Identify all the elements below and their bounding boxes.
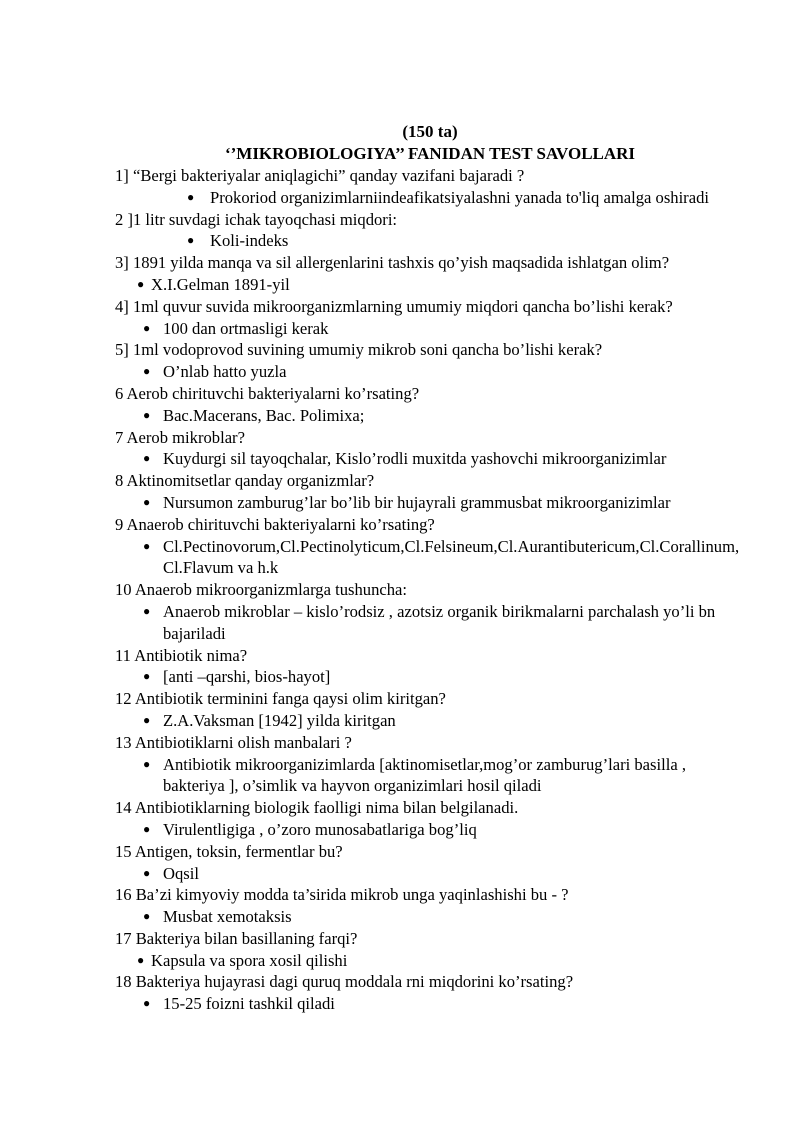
question-10: 10 Anaerob mikroorganizmlarga tushuncha: <box>115 580 408 600</box>
question-16: 16 Ba’zi kimyoviy modda ta’sirida mikrob unga yaqinlashishi bu - ? <box>115 885 569 905</box>
question-14: 14 Antibiotiklarning biologik faolligi nima bilan belgilanadi. <box>115 798 519 818</box>
answer-text: Musbat xemotaksis <box>163 907 292 927</box>
answer-text: Virulentligiga , o’zoro munosabatlariga bog’liq <box>163 819 477 839</box>
bullet-dot-icon: ● <box>143 756 151 771</box>
bullet-dot-icon: ● <box>143 538 151 553</box>
answer-4 <box>115 318 745 340</box>
bullet-dot-icon: ● <box>137 276 145 291</box>
question-list <box>115 165 745 1015</box>
page-title: ‘’MIKROBIOLOGIYA’’ FANIDAN TEST SAVOLLARI <box>224 144 636 163</box>
bullet-dot-icon: ● <box>143 712 151 727</box>
answer-12 <box>115 710 745 732</box>
bullet-dot-icon: ● <box>143 407 151 422</box>
bullet-dot-icon: ● <box>143 364 151 379</box>
bullet-dot-icon: ● <box>143 603 151 618</box>
answer-text: Koli-indeks <box>210 231 289 251</box>
bullet-dot-icon: ● <box>143 909 151 924</box>
answer-14 <box>115 819 745 841</box>
answer-text: [anti –qarshi, bios-hayot] <box>163 667 331 687</box>
answer-3 <box>115 274 745 296</box>
answer-17 <box>115 950 745 972</box>
question-4: 4] 1ml quvur suvida mikroorganizmlarning umumiy miqdori qancha bo’lishi kerak? <box>115 296 673 316</box>
answer-text: X.I.Gelman 1891-yil <box>151 274 290 294</box>
bullet-dot-icon: ● <box>143 996 151 1011</box>
question-17: 17 Bakteriya bilan basillaning farqi? <box>115 928 358 948</box>
answer-9 <box>115 536 745 580</box>
answer-6 <box>115 405 745 427</box>
question-3: 3] 1891 yilda manqa va sil allergenlarini tashxis qo’yish maqsadida ishlatgan olim? <box>115 253 670 273</box>
question-2: 2 ]1 litr suvdagi ichak tayoqchasi miqdori: <box>115 209 398 229</box>
bullet-dot-icon: ● <box>143 451 151 466</box>
answer-18 <box>115 993 745 1015</box>
answer-2 <box>115 230 745 252</box>
answer-5 <box>115 361 745 383</box>
answer-15 <box>115 863 745 885</box>
answer-text: Oqsil <box>163 863 199 883</box>
question-1: 1] “Bergi bakteriyalar aniqlagichi” qanday vazifani bajaradi ? <box>115 166 525 185</box>
answer-11 <box>115 666 745 688</box>
answer-text: Nursumon zamburug’lar bo’lib bir hujayrali grammusbat mikroorganizimlar <box>163 492 671 512</box>
answer-text: 15-25 foizni tashkil qiladi <box>163 994 335 1014</box>
question-5: 5] 1ml vodoprovod suvining umumiy mikrob soni qancha bo’lishi kerak? <box>115 340 603 360</box>
question-18: 18 Bakteriya hujayrasi dagi quruq moddala rni miqdorini ko’rsating? <box>115 972 574 992</box>
question-count: (150 ta) <box>402 122 458 141</box>
answer-text: Prokoriod organizimlarniindeafikatsiyalashni yanada to'liq amalga oshiradi <box>210 187 709 207</box>
bullet-dot-icon: ● <box>143 865 151 880</box>
bullet-dot-icon: ● <box>143 494 151 509</box>
bullet-dot-icon: ● <box>187 189 195 204</box>
bullet-dot-icon: ● <box>137 952 145 967</box>
answer-16 <box>115 906 745 928</box>
answer-text: Antibiotik mikroorganizimlarda [aktinomisetlar,mog’or zamburug’lari basilla , bakteriya ], o’simlik va hayvon organizimlari hosil qiladi <box>163 754 686 796</box>
answer-text: Z.A.Vaksman [1942] yilda kiritgan <box>163 710 396 730</box>
question-6: 6 Aerob chirituvchi bakteriyalarni ko’rsating? <box>115 383 420 403</box>
answer-text: Anaerob mikroblar – kislo’rodsiz , azotsiz organik birikmalarni parchalash yo’li bn bajariladi <box>163 601 716 643</box>
question-15: 15 Antigen, toksin, fermentlar bu? <box>115 841 343 861</box>
answer-10 <box>115 601 745 645</box>
answer-text: O’nlab hatto yuzla <box>163 362 287 382</box>
question-12: 12 Antibiotik terminini fanga qaysi olim kiritgan? <box>115 689 446 709</box>
question-9: 9 Anaerob chirituvchi bakteriyalarni ko’rsating? <box>115 514 435 534</box>
answer-7 <box>115 448 745 470</box>
bullet-dot-icon: ● <box>143 669 151 684</box>
bullet-dot-icon: ● <box>143 320 151 335</box>
question-7: 7 Aerob mikroblar? <box>115 427 245 447</box>
bullet-dot-icon: ● <box>143 821 151 836</box>
answer-text: Kuydurgi sil tayoqchalar, Kislo’rodli muxitda yashovchi mikroorganizimlar <box>163 449 667 469</box>
question-11: 11 Antibiotik nima? <box>115 645 248 665</box>
question-8: 8 Aktinomitsetlar qanday organizmlar? <box>115 471 375 491</box>
answer-1 <box>115 187 745 209</box>
answer-text: Cl.Pectinovorum,Cl.Pectinolyticum,Cl.Felsineum,Cl.Aurantibutericum,Cl.Corallinum,Cl.Flavum va h.k <box>163 536 740 578</box>
answer-13 <box>115 754 745 798</box>
answer-text: 100 dan ortmasligi kerak <box>163 318 329 338</box>
answer-text: Bac.Macerans, Bac. Polimixa; <box>163 405 365 425</box>
question-13: 13 Antibiotiklarni olish manbalari ? <box>115 732 352 752</box>
bullet-dot-icon: ● <box>187 233 195 248</box>
answer-text: Kapsula va spora xosil qilishi <box>151 950 348 970</box>
answer-8 <box>115 492 745 514</box>
